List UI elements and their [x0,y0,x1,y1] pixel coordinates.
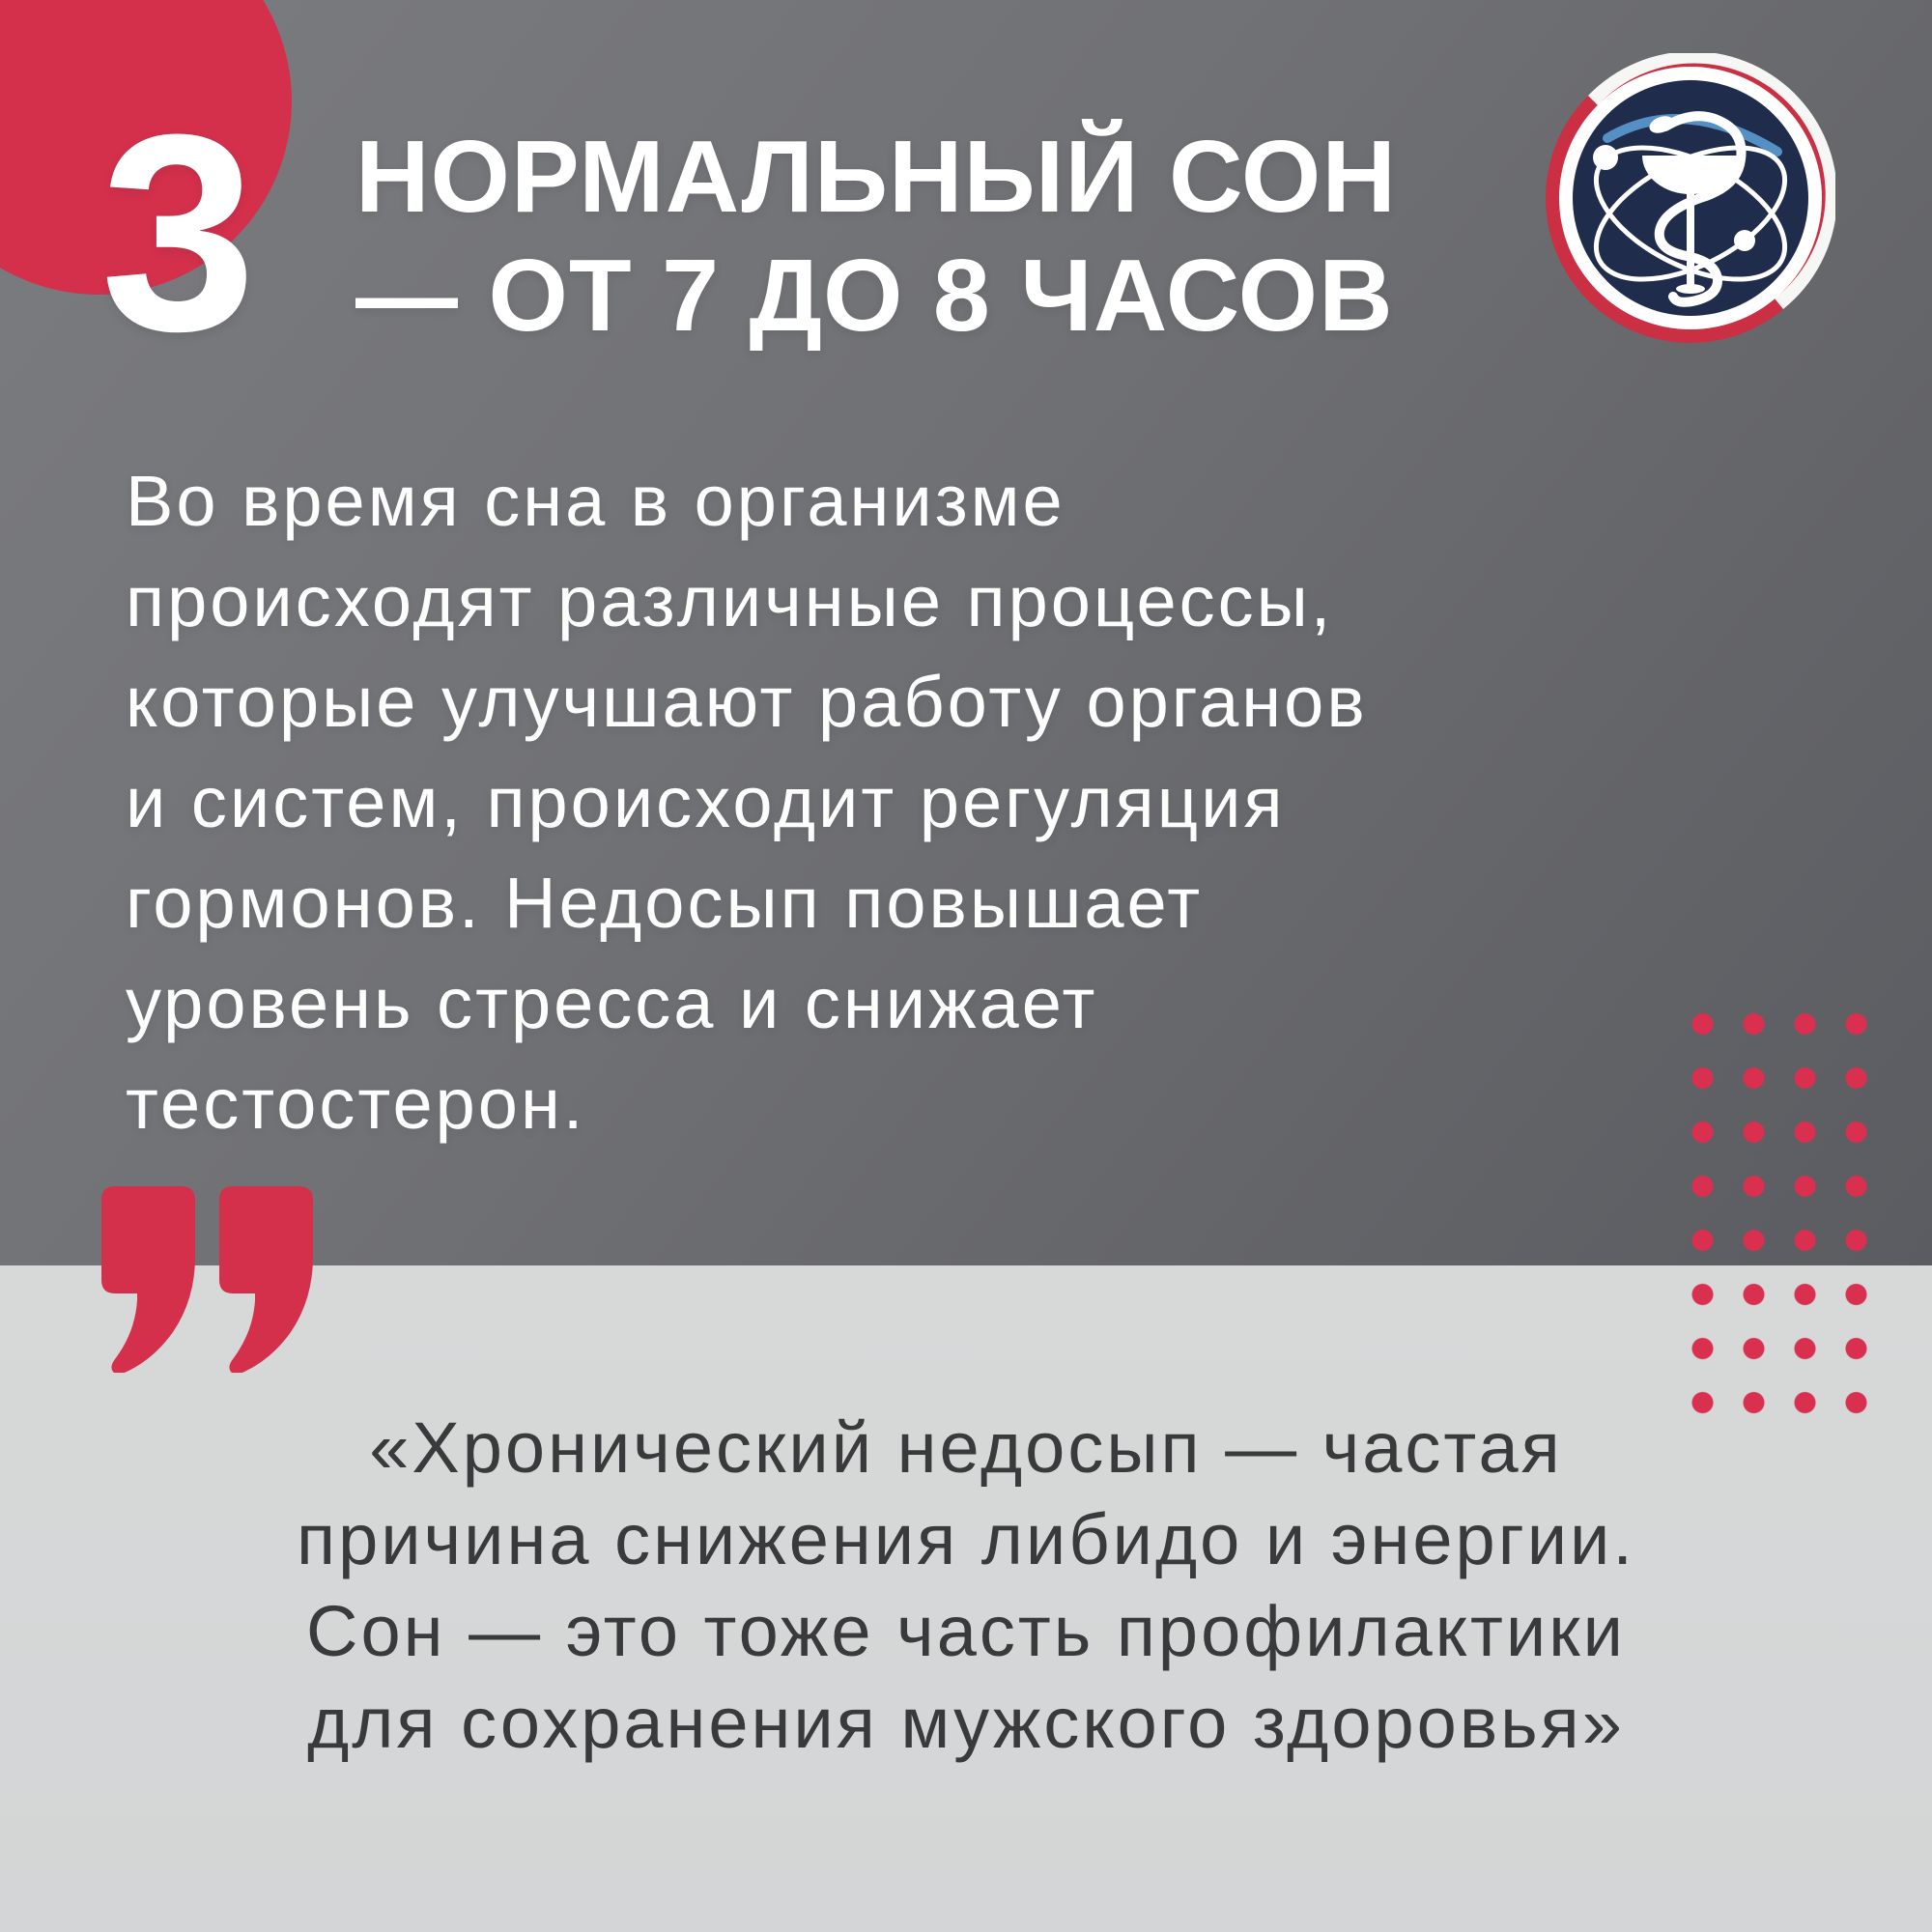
page-title [355,118,1397,355]
body-line: уровень стресса и снижает [126,963,1098,1043]
quote-line: причина снижения либидо и энергии. [297,1499,1635,1579]
page-title-line2: — ОТ 7 ДО 8 ЧАСОВ [355,239,1394,353]
quote-paragraph [0,1402,1932,1769]
body-line: гормонов. Недосып повышает [126,863,1204,943]
body-line: тестостерон. [126,1064,586,1144]
page-title-line1: НОРМАЛЬНЫЙ СОН [355,120,1397,234]
quote-line: «Хронический недосып — частая [369,1407,1563,1488]
medicine-logo [1546,53,1835,343]
quote-line: для сохранения мужского здоровья» [307,1683,1625,1763]
quotation-marks-icon [99,1186,313,1373]
body-line: происходят различные процессы, [126,561,1334,641]
medicine-bowl-atom-icon [1546,53,1835,343]
quote-line: Сон — это тоже часть профилактики [306,1591,1626,1671]
dot-grid-decor [1677,997,1882,1430]
body-line: Во время сна в организме [126,461,1065,541]
step-number: 3 [100,76,257,389]
body-paragraph [126,451,1368,1154]
body-line: и систем, происходит регуляция [126,762,1286,842]
body-line: которые улучшают работу органов [126,662,1368,742]
